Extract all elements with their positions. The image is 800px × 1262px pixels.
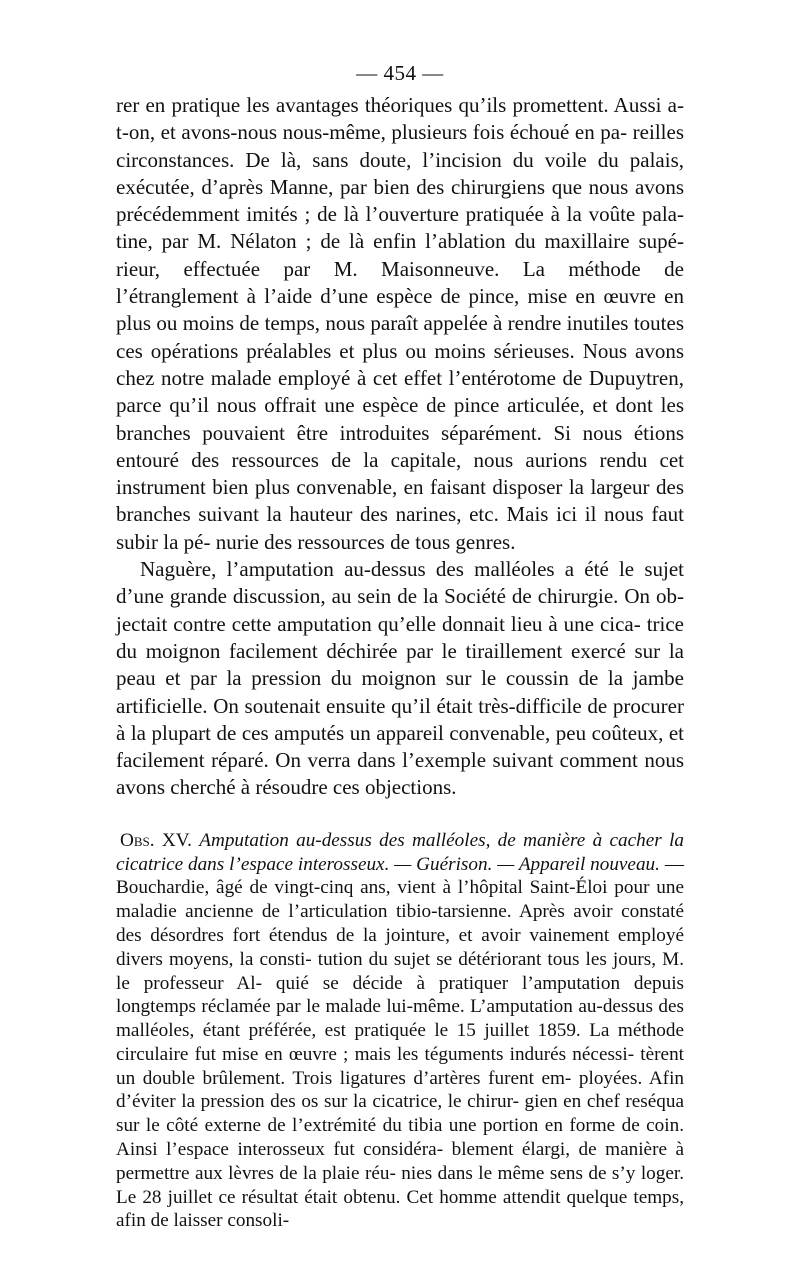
body-paragraph-2: Naguère, l’amputation au-dessus des malléoles a été le sujet d’une grande discussion, au sein de la Société de chirurgie. On ob- jectait contre cette amputation qu’elle donnait lieu à une cica- trice du moignon facilement déchirée par le tiraillement exercé sur la peau et par la pression du moignon sur le coussin de la jambe artificielle. On soutenait ensuite qu’il était très-difficile de procurer à la plupart de ces amputés un appareil convenable, peu coûteux, et facilement réparé. On verra dans l’exemple suivant comment nous avons cherché à résoudre ces objections. bbox=[116, 557, 684, 800]
observation-title: Amputation au-dessus des malléoles, de manière à cacher la cicatrice dans l’espace interosseux. — Guérison. — Appareil nouveau. bbox=[116, 829, 684, 875]
book-page bbox=[116, 58, 684, 1233]
observation-paragraph bbox=[116, 829, 684, 1234]
page-number: — 454 — bbox=[356, 61, 444, 85]
section-gap bbox=[116, 802, 684, 829]
observation-text: — Bouchardie, âgé de vingt-cinq ans, vient à l’hôpital Saint-Éloi pour une maladie ancienne de l’articulation tibio-tarsienne. Après avoir constaté des désordres fort étendus de la jointure, et avoir vainement employé divers moyens, la consti- tution du sujet se détériorant tous les jours, M. le professeur Al- quié se décide à pratiquer l’amputation depuis longtemps réclamée par le malade lui-même. L’amputation au-dessus des malléoles, étant préférée, est pratiquée le 15 juillet 1859. La méthode circulaire fut mise en œuvre ; mais les téguments indurés nécessi- tèrent un double brûlement. Trois ligatures d’artères furent em- ployées. Afin d’éviter la pression des os sur la cicatrice, le chirur- gien en chef reséqua sur le côté externe de l’extrémité du tibia une portion en forme de coin. Ainsi l’espace interosseux fut considéra- blement élargi, de manière à permettre aux lèvres de la plaie réu- nies dans le même sens de s’y loger. Le 28 juillet ce résultat était obtenu. Cet homme attendit quelque temps, afin de laisser consoli- bbox=[116, 853, 684, 1232]
body-paragraph-1: rer en pratique les avantages théoriques qu’ils promettent. Aussi a-t-on, et avons-nous nous-même, plusieurs fois échoué en pa- reilles circonstances. De là, sans doute, l’incision du voile du palais, exécutée, d’après Manne, par bien des chirurgiens que nous avons précédemment imités ; de là l’ouverture pratiquée à la voûte pala- tine, par M. Nélaton ; de là enfin l’ablation du maxillaire supé- rieur, effectuée par M. Maisonneuve. La méthode de l’étranglement à l’aide d’une espèce de pince, mise en œuvre en plus ou moins de temps, nous paraît appelée à rendre inutiles toutes ces opérations préalables et plus ou moins sérieuses. Nous avons chez notre malade employé à cet effet l’entérotome de Dupuytren, parce qu’il nous offrait une espèce de pince articulée, et dont les branches pouvaient être introduites séparément. Si nous étions entouré des ressources de la capitale, nous aurions rendu cet instrument bien plus convenable, en faisant disposer la largeur des branches suivant la hauteur des narines, etc. Mais ici il nous faut subir la pé- nurie des ressources de tous genres. bbox=[116, 93, 684, 554]
observation-label: Obs. XV. bbox=[120, 829, 192, 851]
